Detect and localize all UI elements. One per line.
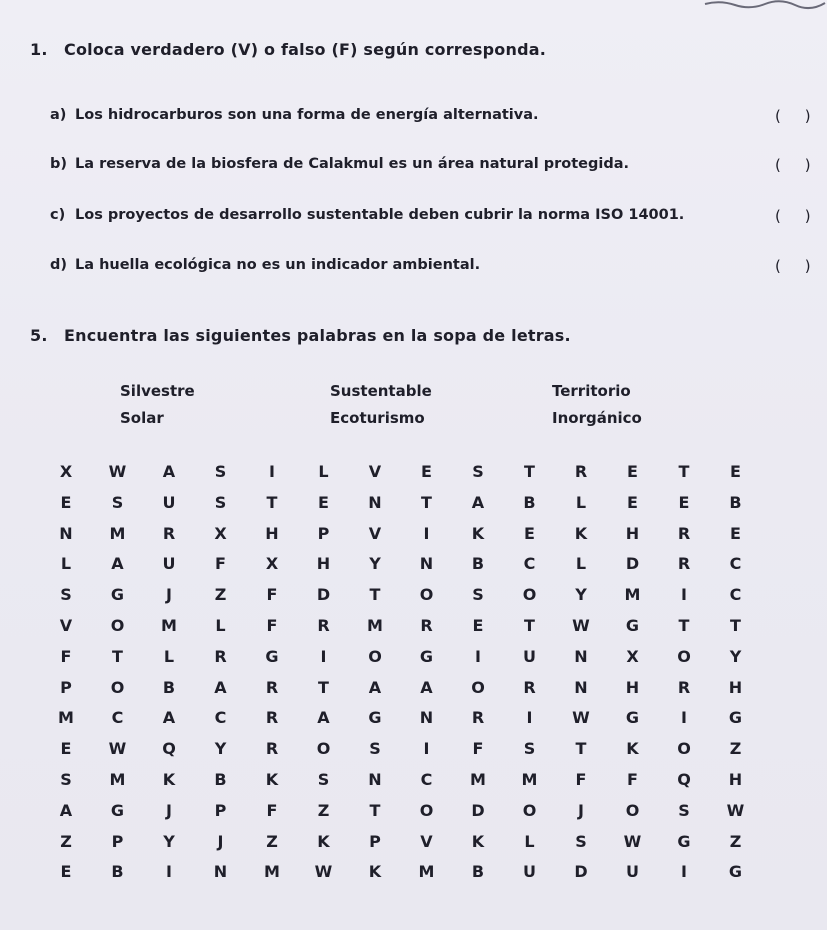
word-sustentable: Sustentable (330, 382, 432, 400)
statement-d-letter: d) (50, 257, 68, 273)
grid-cell[interactable]: M (624, 585, 641, 605)
statement-b-letter: b) (50, 156, 68, 172)
grid-cell[interactable]: V (368, 523, 382, 543)
grid-cell[interactable]: T (421, 492, 432, 512)
grid-cell[interactable]: G (110, 800, 125, 820)
grid-cell[interactable]: S (111, 492, 124, 512)
grid-cell[interactable]: M (521, 770, 538, 789)
grid-cell[interactable]: A (471, 492, 485, 512)
grid-cell[interactable]: O (110, 677, 125, 697)
grid-cell[interactable]: D (471, 800, 485, 820)
grid-cell[interactable]: V (368, 462, 382, 481)
statement-c-text: Los proyectos de desarrollo sustentable deben cubrir la norma ISO 14001. (75, 207, 685, 223)
grid-cell[interactable]: M (367, 616, 383, 635)
grid-cell[interactable]: G (625, 616, 640, 635)
grid-cell[interactable]: E (524, 523, 535, 543)
question-5-number: 5. (30, 326, 48, 345)
grid-cell[interactable]: B (162, 677, 176, 697)
grid-cell[interactable]: O (110, 616, 125, 635)
grid-cell[interactable]: X (214, 523, 227, 543)
grid-cell[interactable]: C (729, 554, 742, 574)
grid-cell[interactable]: S (472, 462, 484, 481)
grid-cell[interactable]: L (318, 462, 329, 481)
grid-cell[interactable]: R (214, 646, 227, 666)
grid-cell[interactable]: N (368, 492, 382, 512)
grid-cell[interactable]: F (627, 770, 638, 789)
grid-cell[interactable]: P (214, 800, 227, 820)
grid-cell[interactable]: Z (214, 585, 227, 605)
grid-cell[interactable]: P (317, 523, 330, 543)
grid-cell[interactable]: M (418, 862, 435, 882)
grid-cell[interactable]: H (625, 523, 640, 543)
word-ecoturismo: Ecoturismo (330, 409, 425, 427)
grid-cell[interactable]: O (677, 739, 691, 759)
grid-cell[interactable]: N (368, 770, 382, 789)
grid-cell[interactable]: S (60, 770, 72, 789)
question-1-title (30, 40, 546, 59)
grid-cell[interactable]: A (111, 554, 124, 574)
grid-cell[interactable]: J (217, 831, 224, 851)
grid-cell[interactable]: E (627, 492, 638, 512)
grid-cell[interactable]: D (574, 862, 588, 882)
grid-cell[interactable]: V (420, 831, 433, 851)
grid-cell[interactable]: T (369, 585, 381, 605)
grid-cell[interactable]: K (574, 523, 588, 543)
grid-cell[interactable]: A (368, 677, 382, 697)
grid-cell[interactable]: M (109, 770, 126, 789)
grid-cell[interactable]: G (368, 708, 382, 728)
question-1-number: 1. (30, 40, 48, 59)
grid-cell[interactable]: K (317, 831, 330, 851)
statement-c (50, 207, 684, 223)
grid-cell[interactable]: H (728, 770, 743, 789)
answer-box-c[interactable]: ( ) (775, 207, 811, 225)
grid-cell[interactable]: Q (162, 739, 176, 759)
grid-cell[interactable]: U (626, 862, 639, 882)
grid-cell[interactable]: W (108, 462, 127, 481)
grid-cell[interactable]: I (423, 739, 430, 759)
grid-cell[interactable]: K (368, 862, 382, 882)
grid-cell[interactable]: I (269, 462, 275, 481)
grid-cell[interactable]: B (471, 862, 485, 882)
grid-cell[interactable]: M (161, 616, 177, 635)
grid-cell[interactable]: M (58, 708, 74, 728)
grid-cell[interactable]: W (108, 739, 127, 759)
grid-cell[interactable]: J (166, 800, 172, 820)
grid-cell[interactable]: I (681, 585, 687, 605)
answer-box-a[interactable]: ( ) (775, 107, 811, 125)
grid-cell[interactable]: S (214, 492, 227, 512)
grid-cell[interactable]: F (266, 800, 278, 820)
grid-cell[interactable]: C (420, 770, 433, 789)
grid-cell[interactable]: J (578, 800, 584, 820)
grid-cell[interactable]: N (419, 708, 434, 728)
grid-cell[interactable]: I (681, 708, 687, 728)
grid-cell[interactable]: R (677, 554, 691, 574)
grid-cell[interactable]: B (523, 492, 536, 512)
grid-cell[interactable]: Z (729, 831, 742, 851)
grid-cell[interactable]: R (471, 708, 485, 728)
grid-cell[interactable]: A (214, 677, 227, 697)
grid-cell[interactable]: I (526, 708, 533, 728)
grid-cell[interactable]: N (574, 677, 588, 697)
grid-cell[interactable]: L (60, 554, 72, 574)
question-5-title (30, 326, 571, 345)
grid-cell[interactable]: R (523, 677, 536, 697)
grid-cell[interactable]: Z (317, 800, 330, 820)
grid-cell[interactable]: W (623, 831, 642, 851)
grid-cell[interactable]: F (472, 739, 484, 759)
grid-cell[interactable]: R (265, 708, 279, 728)
grid-cell[interactable]: B (471, 554, 485, 574)
grid-cell[interactable]: E (60, 862, 72, 882)
grid-cell[interactable]: T (678, 462, 690, 481)
grid-cell[interactable]: M (470, 770, 486, 789)
grid-cell[interactable]: F (266, 585, 278, 605)
grid-cell[interactable]: D (316, 585, 331, 605)
grid-cell[interactable]: K (162, 770, 176, 789)
grid-cell[interactable]: O (419, 800, 434, 820)
grid-cell[interactable]: R (574, 462, 588, 481)
word-territorio: Territorio (552, 382, 631, 400)
statement-c-letter: c) (50, 207, 66, 223)
grid-cell[interactable]: T (730, 616, 741, 635)
grid-cell[interactable]: B (729, 492, 742, 512)
statement-d (50, 257, 480, 273)
word-solar: Solar (120, 409, 164, 427)
grid-cell[interactable]: P (60, 677, 72, 697)
grid-cell[interactable]: Y (163, 831, 175, 851)
grid-cell[interactable]: W (726, 800, 745, 820)
grid-cell[interactable]: Y (575, 585, 587, 605)
grid-cell[interactable]: E (730, 523, 741, 543)
header-scribble (700, 0, 827, 10)
grid-cell[interactable]: T (112, 646, 123, 666)
grid-cell[interactable]: X (59, 462, 73, 481)
grid-cell[interactable]: Z (266, 831, 278, 851)
grid-cell[interactable]: C (523, 554, 536, 574)
grid-cell[interactable]: C (214, 708, 227, 728)
grid-cell[interactable]: E (60, 739, 72, 759)
grid-cell[interactable]: T (524, 616, 535, 635)
statement-a-text: Los hidrocarburos son una forma de energía alternativa. (75, 107, 539, 123)
grid-cell[interactable]: I (423, 523, 430, 543)
grid-cell[interactable]: S (575, 831, 587, 851)
grid-cell[interactable]: U (162, 554, 176, 574)
statement-a (50, 107, 539, 123)
grid-cell[interactable]: B (214, 770, 227, 789)
grid-cell[interactable]: I (681, 862, 687, 882)
grid-cell[interactable]: Y (729, 646, 742, 666)
grid-cell[interactable]: S (317, 770, 330, 789)
grid-cell[interactable]: G (728, 862, 743, 882)
grid-cell[interactable]: L (163, 646, 175, 666)
grid-cell[interactable]: I (475, 646, 481, 666)
grid-cell[interactable]: E (678, 492, 690, 512)
grid-cell[interactable]: O (471, 677, 485, 697)
grid-cell[interactable]: R (677, 523, 691, 543)
grid-cell[interactable]: E (472, 616, 484, 635)
grid-cell[interactable]: H (265, 523, 279, 543)
grid-cell[interactable]: S (472, 585, 484, 605)
grid-cell[interactable]: K (471, 523, 485, 543)
grid-cell[interactable]: E (627, 462, 638, 481)
grid-cell[interactable]: X (265, 554, 279, 574)
grid-cell[interactable]: T (318, 677, 329, 697)
grid-cell[interactable]: O (368, 646, 382, 666)
grid-cell[interactable]: F (60, 646, 72, 666)
grid-cell[interactable]: O (677, 646, 691, 666)
grid-cell[interactable]: B (111, 862, 124, 882)
grid-cell[interactable]: L (215, 616, 226, 635)
grid-cell[interactable]: F (215, 554, 226, 574)
answer-box-b[interactable]: ( ) (775, 156, 811, 174)
statement-b (50, 156, 629, 172)
grid-cell[interactable]: S (678, 800, 690, 820)
grid-cell[interactable]: O (522, 585, 537, 605)
grid-cell[interactable]: A (162, 462, 176, 481)
grid-cell[interactable]: L (575, 492, 587, 512)
grid-cell[interactable]: D (625, 554, 640, 574)
grid-cell[interactable]: Q (677, 770, 691, 789)
grid-cell[interactable]: R (162, 523, 176, 543)
grid-cell[interactable]: N (419, 554, 434, 574)
grid-cell[interactable]: S (60, 585, 72, 605)
grid-cell[interactable]: K (626, 739, 639, 759)
grid-cell[interactable]: F (575, 770, 587, 789)
grid-cell[interactable]: U (162, 492, 176, 512)
grid-cell[interactable]: I (166, 862, 172, 882)
grid-cell[interactable]: L (524, 831, 535, 851)
grid-cell[interactable]: A (162, 708, 176, 728)
grid-cell[interactable]: P (111, 831, 124, 851)
grid-cell[interactable]: G (625, 708, 640, 728)
grid-cell[interactable]: U (523, 646, 536, 666)
grid-cell[interactable]: W (572, 708, 590, 728)
grid-cell[interactable]: H (316, 554, 331, 574)
grid-cell[interactable]: R (317, 616, 330, 635)
grid-cell[interactable]: C (111, 708, 124, 728)
grid-cell[interactable]: T (575, 739, 587, 759)
word-inorganico: Inorgánico (552, 409, 642, 427)
grid-cell[interactable]: S (369, 739, 381, 759)
grid-cell[interactable]: U (523, 862, 536, 882)
grid-cell[interactable]: V (59, 616, 73, 635)
statement-d-text: La huella ecológica no es un indicador ambiental. (75, 257, 481, 273)
grid-cell[interactable]: Z (60, 831, 72, 851)
grid-cell[interactable]: M (109, 523, 126, 543)
grid-cell[interactable]: Z (729, 739, 742, 759)
grid-cell[interactable]: E (60, 492, 72, 512)
grid-cell[interactable]: C (729, 585, 742, 605)
grid-cell[interactable]: T (524, 462, 535, 481)
grid-cell[interactable]: Y (214, 739, 227, 759)
grid-cell[interactable]: W (572, 616, 590, 635)
statement-b-text: La reserva de la biosfera de Calakmul es un área natural protegida. (75, 156, 630, 172)
grid-cell[interactable]: A (317, 708, 330, 728)
grid-cell[interactable]: H (625, 677, 640, 697)
question-5-text: Encuentra las siguientes palabras en la sopa de letras. (64, 326, 571, 345)
grid-cell[interactable]: M (264, 862, 280, 882)
grid-cell[interactable]: G (110, 585, 125, 605)
grid-cell[interactable]: E (730, 462, 741, 481)
grid-cell[interactable]: T (678, 616, 690, 635)
grid-cell[interactable]: H (728, 677, 743, 697)
statement-a-letter: a) (50, 107, 67, 123)
grid-cell[interactable]: Y (369, 554, 381, 574)
grid-cell[interactable]: S (523, 739, 536, 759)
grid-cell[interactable]: J (166, 585, 172, 605)
grid-cell[interactable]: O (419, 585, 434, 605)
grid-cell[interactable]: N (213, 862, 228, 882)
grid-cell[interactable]: K (471, 831, 485, 851)
grid-cell[interactable]: P (369, 831, 381, 851)
grid-cell[interactable]: O (625, 800, 640, 820)
grid-cell[interactable]: I (320, 646, 327, 666)
grid-cell[interactable]: R (265, 739, 279, 759)
grid-cell[interactable]: R (420, 616, 433, 635)
grid-cell[interactable]: O (316, 739, 331, 759)
grid-cell[interactable]: G (728, 708, 743, 728)
grid-cell[interactable]: R (677, 677, 691, 697)
word-silvestre: Silvestre (120, 382, 195, 400)
grid-cell[interactable]: G (419, 646, 434, 666)
grid-cell[interactable]: E (421, 462, 432, 481)
grid-cell[interactable]: L (575, 554, 587, 574)
grid-cell[interactable]: W (314, 862, 333, 882)
grid-cell[interactable]: E (318, 492, 329, 512)
grid-cell[interactable]: S (214, 462, 227, 481)
grid-cell[interactable]: F (266, 616, 278, 635)
grid-cell[interactable]: T (266, 492, 278, 512)
grid-cell[interactable]: A (420, 677, 433, 697)
grid-cell[interactable]: G (677, 831, 691, 851)
grid-cell[interactable]: T (369, 800, 381, 820)
grid-cell[interactable]: N (574, 646, 588, 666)
grid-cell[interactable]: G (265, 646, 279, 666)
grid-cell[interactable]: X (626, 646, 639, 666)
grid-cell[interactable]: O (522, 800, 537, 820)
answer-box-d[interactable]: ( ) (775, 257, 811, 275)
grid-cell[interactable]: K (265, 770, 279, 789)
question-1-text: Coloca verdadero (V) o falso (F) según corresponda. (64, 40, 547, 59)
grid-cell[interactable]: N (59, 523, 73, 543)
grid-cell[interactable]: R (265, 677, 279, 697)
grid-cell[interactable]: A (59, 800, 73, 820)
